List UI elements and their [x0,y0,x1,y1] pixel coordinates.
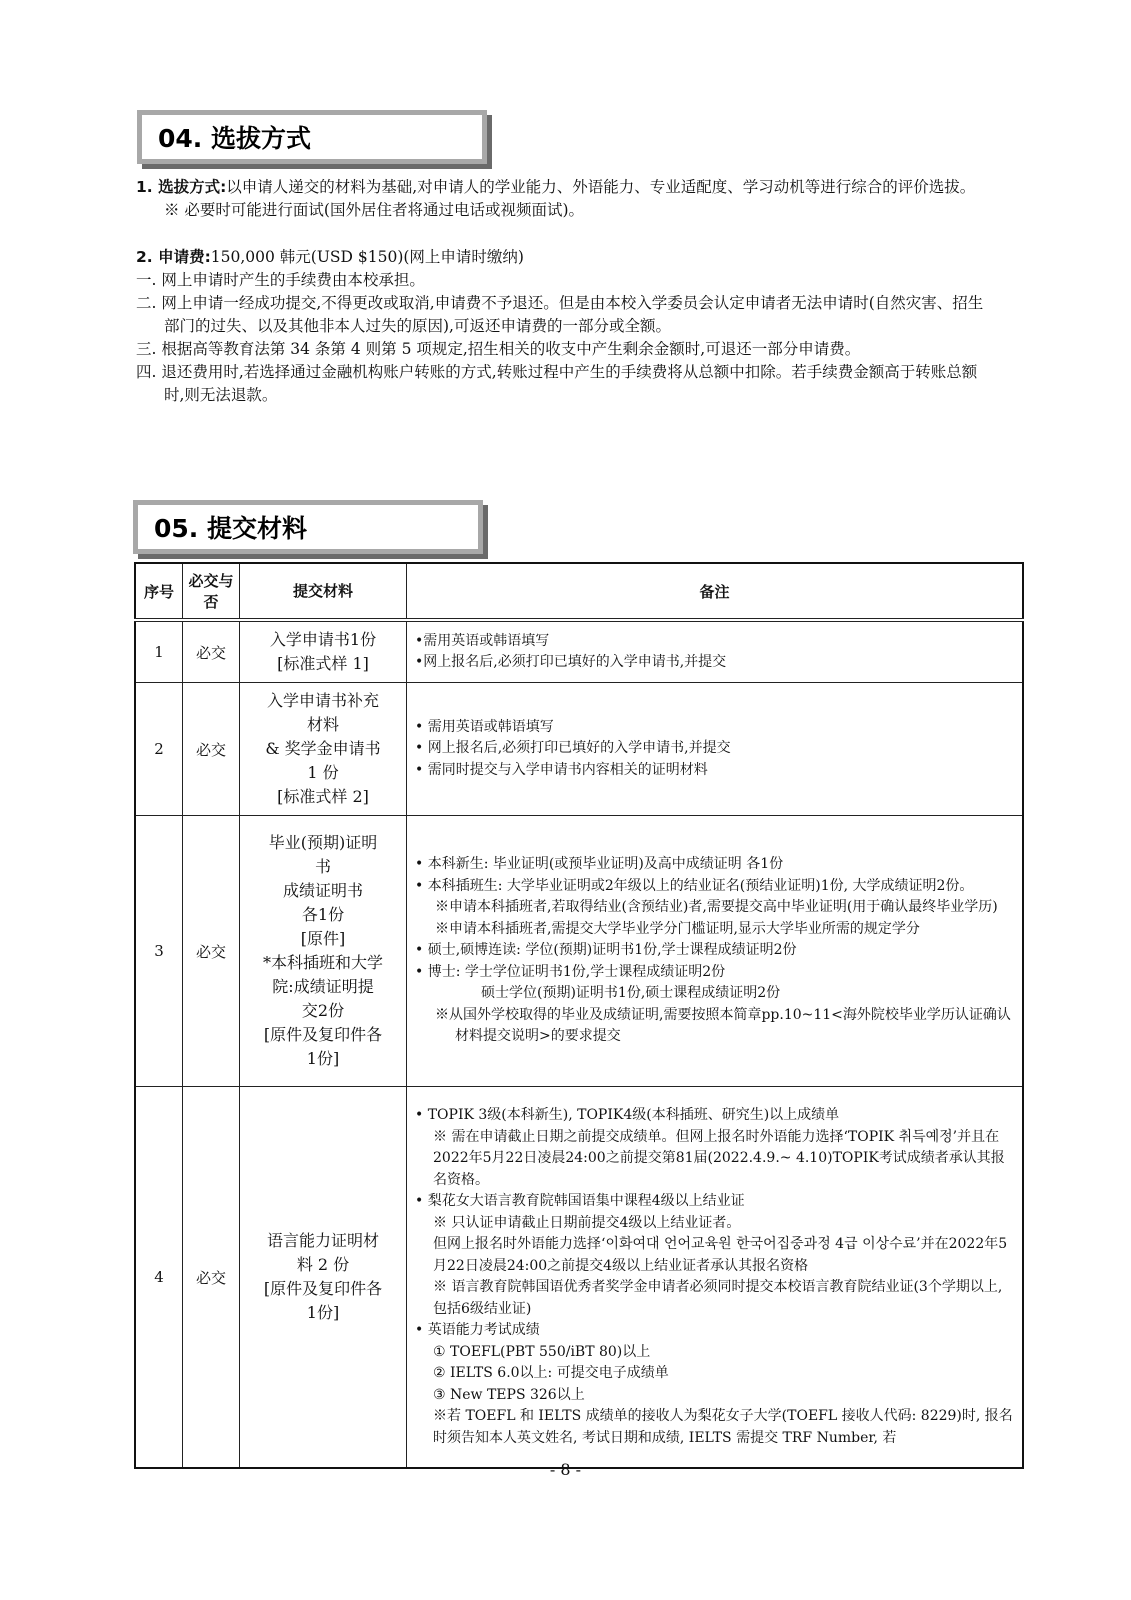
doc-line: & 奖学金申请书 [265,739,381,758]
table-row [135,620,1023,683]
note-line: ② IELTS 6.0以上: 可提交电子成绩单 [433,1365,669,1381]
doc-line: 院:成绩证明提 [272,977,374,996]
fee-text: 150,000 韩元(USD $150)(网上申请时缴纳) [210,248,524,266]
doc-line: 料 2 份 [296,1255,350,1274]
note-line: • 本科插班生: 大学毕业证明或2年级以上的结业证名(预结业证明)1份, 大学成绩证明2份。 [415,877,974,894]
selection-section [136,176,996,407]
fee-item: 二. 网上申请一经成功提交,不得更改或取消,申请费不予退还。但是由本校入学委员会认定申请者无法申请时(自然灾害、招生部门的过失、以及其他非本人过失的原因),可返还申请费的一部分或全额。 [136,294,984,335]
table-row [135,683,1023,816]
note-line: • 网上报名后,必须打印已填好的入学申请书,并提交 [415,740,731,757]
row-required: 必交 [183,683,240,816]
note-line: ※ 需在申请截止日期之前提交成绩单。但网上报名时外语能力选择‘TOPIK 취득예정’并且在2022年5月22日凌晨24:00之前提交第81届(2022.4.9.~ 4.10)TOPIK考试成绩者承认其报名资格。 [433,1128,1005,1188]
fee-item: 三. 根据高等教育法第 34 条第 4 则第 5 项规定,招生相关的收支中产生剩余金额时,可退还一部分申请费。 [136,340,861,358]
doc-line: 材料 [306,715,339,734]
row-required: 必交 [183,620,240,683]
section-05-header: 05. 提交材料 [133,500,483,554]
doc-line: 1份] [306,1303,340,1322]
doc-line: 交2份 [301,1001,345,1020]
fee-item: 四. 退还费用时,若选择通过金融机构账户转账的方式,转账过程中产生的手续费将从总额中扣除。若手续费金额高于转账总额时,则无法退款。 [136,363,978,404]
header-no: 序号 [135,563,183,620]
note-line: • 博士: 学士学位证明书1份,学士课程成绩证明2份 [415,963,726,980]
fee-label: 2. 申请费: [136,248,211,266]
note-line: ③ New TEPS 326以上 [433,1386,585,1403]
doc-line: 入学申请书补充 [266,691,379,710]
note-line: 硕士学位(预期)证明书1份,硕士课程成绩证明2份 [481,985,781,1002]
documents-table [134,562,1024,1469]
doc-line: [标准式样 1] [277,654,369,673]
row-doc [240,1087,407,1469]
table-row [135,1087,1023,1469]
note-line: • 英语能力考试成绩 [415,1322,540,1338]
note-line: • 需同时提交与入学申请书内容相关的证明材料 [415,761,708,778]
fee-item: 一. 网上申请时产生的手续费由本校承担。 [136,271,425,289]
section-04-header: 04. 选拔方式 [137,110,487,164]
doc-line: 毕业(预期)证明 [268,833,378,852]
row-required: 必交 [183,1087,240,1469]
interview-note: ※ 必要时可能进行面试(国外居住者将通过电话或视频面试)。 [164,201,585,219]
header-required: 必交与否 [183,563,240,620]
header-doc: 提交材料 [240,563,407,620]
row-no: 4 [135,1087,183,1469]
selection-method-label: 1. 选拔方式: [136,178,227,196]
row-note [407,816,1024,1087]
table-header-row [135,563,1023,620]
row-note [407,1087,1024,1469]
row-note [407,620,1024,683]
row-required: 必交 [183,816,240,1087]
note-line: • 硕士,硕博连读: 学位(预期)证明书1份,学士课程成绩证明2份 [415,942,797,959]
header-note: 备注 [407,563,1024,620]
doc-line: [标准式样 2] [277,787,369,806]
row-no: 2 [135,683,183,816]
selection-method-text: 以申请人递交的材料为基础,对申请人的学业能力、外语能力、专业适配度、学习动机等进行综合的评价选拔。 [226,178,976,196]
note-line: • 梨花女大语言教育院韩国语集中课程4级以上结业证 [415,1193,745,1209]
note-line: • 本科新生: 毕业证明(或预毕业证明)及高中成绩证明 各1份 [415,856,784,873]
note-line: • 需用英语或韩语填写 [415,718,554,735]
note-line: •需用英语或韩语填写 [415,632,550,649]
row-no: 3 [135,816,183,1087]
doc-line: 入学申请书1份 [269,630,377,649]
note-line: ※若 TOEFL 和 IELTS 成绩单的接收人为梨花女子大学(TOEFL 接收人代码: 8229)时, 报名时须告知本人英文姓名, 考试日期和成绩, IELTS 需提交 TRF Number, 若 [433,1408,1013,1446]
doc-line: 成绩证明书 [282,881,363,900]
doc-line: [原件及复印件各 [263,1025,383,1044]
page-number: - 8 - [549,1460,582,1479]
row-doc [240,816,407,1087]
note-line: • TOPIK 3级(本科新生), TOPIK4级(本科插班、研究生)以上成绩单 [415,1107,840,1123]
doc-line: 1 份 [307,763,339,782]
note-line: 但网上报名时外语能力选择‘이화여대 언어교육원 한국어집중과정 4급 이상수료’并在2022年5月22日凌晨24:00之前提交4级以上结业证者承认其报名资格 [433,1236,1008,1274]
doc-line: [原件及复印件各 [263,1279,383,1298]
doc-line: *本科插班和大学 [262,953,383,972]
doc-line: 各1份 [301,905,345,924]
row-no: 1 [135,620,183,683]
row-doc [240,683,407,816]
row-doc [240,620,407,683]
note-line: ※ 语言教育院韩国语优秀者奖学金申请者必须同时提交本校语言教育院结业证(3个学期以上,包括6级结业证) [433,1279,1003,1317]
note-line: ※从国外学校取得的毕业及成绩证明,需要按照本简章pp.10~11<海外院校毕业学历认证确认材料提交说明>的要求提交 [435,1006,1011,1045]
note-line: •网上报名后,必须打印已填好的入学申请书,并提交 [415,654,727,670]
note-line: ※申请本科插班者,若取得结业(含预结业)者,需要提交高中毕业证明(用于确认最终毕业学历) [435,899,998,916]
row-note [407,683,1024,816]
table-row [135,816,1023,1087]
doc-line: 语言能力证明材 [266,1231,379,1250]
note-line: ※ 只认证申请截止日期前提交4级以上结业证者。 [433,1214,741,1231]
note-line: ※申请本科插班者,需提交大学毕业学分门槛证明,显示大学毕业所需的规定学分 [435,920,920,937]
doc-line: 1份] [306,1049,340,1068]
note-line: ① TOEFL(PBT 550/iBT 80)以上 [433,1343,651,1360]
doc-line: 书 [314,857,331,876]
doc-line: [原件] [300,929,346,948]
